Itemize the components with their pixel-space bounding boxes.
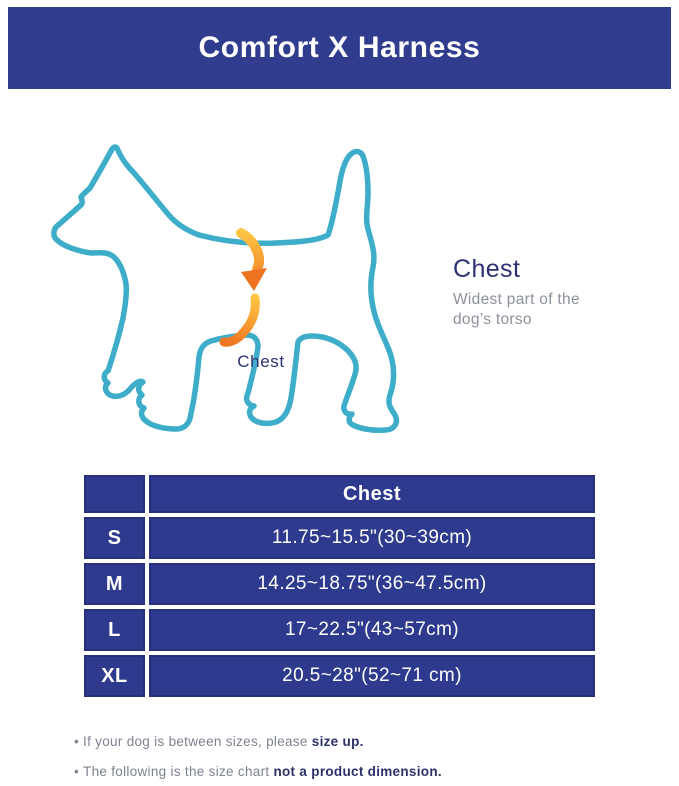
chest-range-cell: 20.5~28"(52~71 cm) — [149, 655, 595, 697]
chest-range-cell: 14.25~18.75"(36~47.5cm) — [149, 563, 595, 605]
bullet-icon: • — [74, 734, 80, 749]
bullet-icon: • — [74, 764, 80, 779]
note-suffix: . — [359, 734, 364, 749]
table-row — [84, 655, 595, 697]
chest-callout — [453, 255, 633, 330]
chest-range-cell: 17~22.5"(43~57cm) — [149, 609, 595, 651]
table-row — [84, 517, 595, 559]
size-table — [84, 475, 595, 697]
dog-silhouette-icon — [54, 147, 397, 430]
column-header-label: Chest — [342, 482, 402, 505]
chest-range-cell: 11.75~15.5"(30~39cm) — [149, 517, 595, 559]
note-bold-text: size up — [311, 734, 360, 749]
size-cell: L — [84, 609, 145, 651]
callout-desc-line1: Widest part of the — [453, 291, 580, 308]
note-bold-text: not a product dimension — [273, 764, 438, 779]
size-cell: M — [84, 563, 145, 605]
note-not-product-dimension — [74, 764, 634, 779]
dog-measurement-diagram — [40, 130, 440, 460]
page-title: Comfort X Harness — [198, 31, 481, 64]
table-row — [84, 563, 595, 605]
band-arrowhead-icon — [241, 268, 267, 291]
note-suffix: . — [437, 764, 442, 779]
callout-desc-line2: dog’s torso — [453, 311, 532, 328]
size-cell: XL — [84, 655, 145, 697]
callout-description — [453, 290, 633, 330]
size-cell: S — [84, 517, 145, 559]
table-row — [84, 609, 595, 651]
diagram-chest-label: Chest — [237, 352, 285, 371]
table-header-row — [84, 475, 595, 513]
table-column-header — [149, 475, 595, 513]
table-corner-cell — [84, 475, 145, 513]
measuring-band-upper-icon — [241, 233, 259, 270]
note-text: The following is the size chart — [83, 764, 274, 779]
note-text: If your dog is between sizes, please — [83, 734, 312, 749]
callout-title: Chest — [453, 255, 521, 283]
footnotes — [74, 734, 634, 786]
header-bar — [8, 7, 671, 89]
note-size-up — [74, 734, 634, 749]
